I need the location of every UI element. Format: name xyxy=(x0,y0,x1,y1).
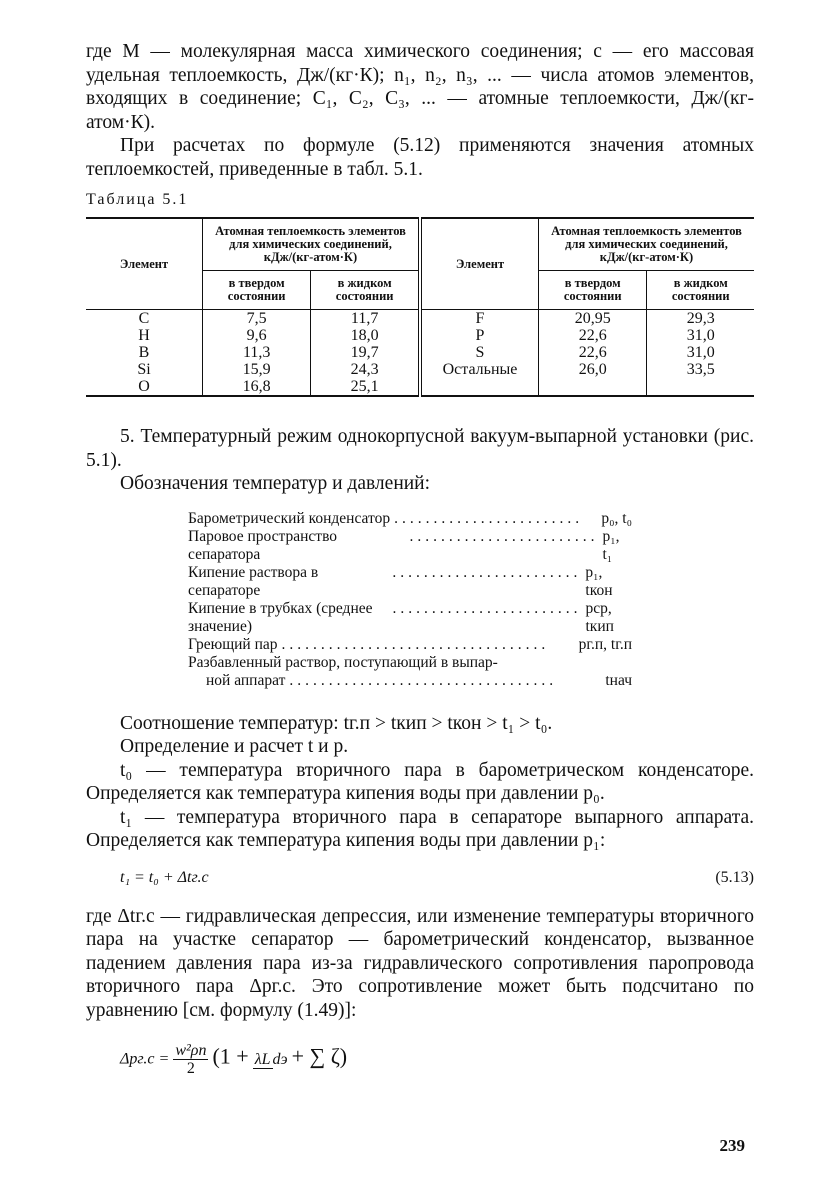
paragraph-formula-reference: При расчетах по формуле (5.12) применяются значения атомных теплоемкостей, приведенные в табл. 5.1. xyxy=(86,135,754,180)
t1-definition: t₁ — температура вторичного пара в сепараторе выпарного аппарата. Определяется как температура кипения воды при давлении p₁: xyxy=(86,806,754,851)
formula-5-13 xyxy=(86,869,754,887)
formula-pressure-drop: $\Delta pг.с = \frac{\text{w²ρп}}{2}$ (1 + λL dэ + ∑ ζ) xyxy=(120,1042,348,1077)
table-cell-elements-right: F P S Остальные xyxy=(420,310,539,396)
table-cell-solid-right: 20,95 22,6 22,6 26,0 xyxy=(538,310,646,396)
table-cell-solid: 7,5 9,6 11,3 15,9 16,8 xyxy=(203,310,311,396)
t0-definition: t₀ — температура вторичного пара в барометрическом конденсаторе. Определяется как температура кипения воды при давлении p₀. xyxy=(86,759,754,804)
notation-intro: Обозначения температур и давлений: xyxy=(120,473,431,494)
table-header-group-right: Атомная теплоемкость элементов для химических соединений, кДж/(кг-атом·К) xyxy=(538,218,754,271)
formula-5-13-number: (5.13) xyxy=(715,868,754,886)
list-item: ной аппарат .................................. tнач xyxy=(206,671,632,689)
heat-capacity-table xyxy=(86,217,754,397)
table-header-solid: в твердом состоянии xyxy=(203,271,311,310)
paragraph-hydraulic-depression: где Δtг.с — гидравлическая депрессия, или изменение температуры вторичного пара на участке сепаратор — барометрический конденсатор, вызванное падением давления пара из-за гидравлического сопротивления паропровода вторичного пара Δpг.с. Это сопротивление может быть подсчитано по уравнению [см. формулу (1.49)]: xyxy=(86,905,754,1021)
list-item: Кипение раствора в сепараторе ........................ p₁, tкон xyxy=(188,563,613,599)
page-number: 239 xyxy=(719,1136,745,1155)
list-item: Кипение в трубках (среднее значение) ........................ pср, tкип xyxy=(188,599,614,635)
table-cell-liquid-right: 29,3 31,0 31,0 33,5 xyxy=(647,310,754,396)
table-header-element-right: Элемент xyxy=(420,218,539,310)
temperature-ratio: Соотношение температур: tг.п > tкип > tкон > t₁ > t₀. xyxy=(120,712,553,734)
table-caption: Таблица 5.1 xyxy=(86,191,189,208)
table-cell-liquid: 11,7 18,0 19,7 24,3 25,1 xyxy=(311,310,420,396)
notation-list xyxy=(188,510,632,690)
table-cell-elements: C H B Si O xyxy=(86,310,203,396)
list-item: Паровое пространство сепаратора ........................ p₁, t₁ xyxy=(188,527,620,563)
list-item: Греющий пар .................................. pг.п, tг.п xyxy=(188,635,632,653)
table-header-solid-right: в твердом состоянии xyxy=(538,271,646,310)
paragraph-notation-heat: где M — молекулярная масса химического соединения; c — его массовая удельная теплоемкость, Дж/(кг·К); n₁, n₂, n₃, ... — числа атомов элементов, входящих в соединение; C₁, C₂, C₃, ... — атомные теплоемкости, Дж/(кг-атом·К). xyxy=(86,41,754,133)
table-header-element: Элемент xyxy=(86,218,203,310)
section-heading-temperature-mode: 5. Температурный режим однокорпусной вакуум-выпарной установки (рис. 5.1). xyxy=(86,426,754,471)
page-content xyxy=(86,40,754,1078)
table-header-liquid: в жидком состоянии xyxy=(311,271,420,310)
formula-5-13-expression: t₁ = t₀ + Δtг.с xyxy=(120,868,209,886)
list-item: Барометрический конденсатор ........................ p₀, t₀ xyxy=(188,509,632,527)
definition-heading: Определение и расчет t и p. xyxy=(120,736,349,757)
table-header-liquid-right: в жидком состоянии xyxy=(671,276,730,303)
list-item: Разбавленный раствор, поступающий в выпар- xyxy=(188,653,498,671)
table-header-group: Атомная теплоемкость элементов для химических соединений, кДж/(кг-атом·К) xyxy=(203,218,420,271)
